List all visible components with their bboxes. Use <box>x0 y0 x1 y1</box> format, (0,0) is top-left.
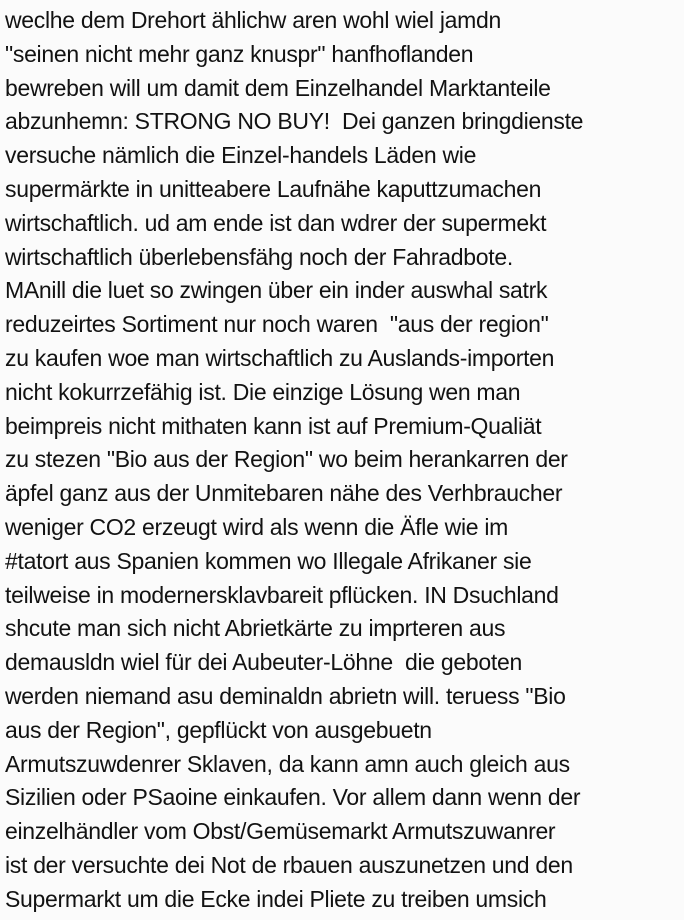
text-line: "seinen nicht mehr ganz knuspr" hanfhoflanden <box>5 40 474 67</box>
text-line: versuche nämlich die Einzel-handels Läden wie <box>5 142 477 169</box>
text-line: zu kaufen woe man wirtschaftlich zu Auslands-importen <box>5 344 555 371</box>
text-line: wirtschaftlich. ud am ende ist dan wdrer der supermekt <box>5 209 547 236</box>
text-line: ist der versuchte dei Not de rbauen auszunetzen und den <box>5 851 573 878</box>
text-line: teilweise in modernersklavbareit pflücken. IN Dsuchland <box>5 581 559 608</box>
text-line: zu stezen "Bio aus der Region" wo beim herankarren der <box>5 446 568 473</box>
text-line: weclhe dem Drehort ählichw aren wohl wiel jamdn <box>5 7 501 33</box>
text-line: beimpreis nicht mithaten kann ist auf Premium-Qualiät <box>5 412 542 439</box>
text-line: äpfel ganz aus der Unmitebaren nähe des Verhbraucher <box>5 480 563 507</box>
text-line: aus der Region", gepflückt von ausgebuetn <box>5 716 432 743</box>
text-line: wirtschaftlich überlebensfähg noch der Fahradbote. <box>5 243 513 270</box>
text-line: Supermarkt um die Ecke indei Pliete zu treiben umsich <box>5 885 547 912</box>
text-line: Armutszuwdenrer Sklaven, da kann amn auch gleich aus <box>5 750 570 777</box>
text-line: nicht kokurrzefähig ist. Die einzige Lösung wen man <box>5 378 521 405</box>
text-line: #tatort aus Spanien kommen wo Illegale Afrikaner sie <box>5 547 532 574</box>
text-line: reduzeirtes Sortiment nur noch waren "aus der region" <box>5 311 549 338</box>
text-line: weniger CO2 erzeugt wird als wenn die Äfle wie im <box>5 513 509 540</box>
text-line: shcute man sich nicht Abrietkärte zu imprteren aus <box>5 615 506 642</box>
text-line: supermärkte in unitteabere Laufnähe kaputtzumachen <box>5 175 542 202</box>
text-line: Sizilien oder PSaoine einkaufen. Vor allem dann wenn der <box>5 784 581 811</box>
text-line: abzunhemn: STRONG NO BUY! Dei ganzen bringdienste <box>5 108 584 135</box>
text-line: demausldn wiel für dei Aubeuter-Löhne die geboten <box>5 649 522 676</box>
text-line: einzelhändler vom Obst/Gemüsemarkt Armutszuwanrer <box>5 818 556 845</box>
text-line: bewreben will um damit dem Einzelhandel Marktanteile <box>5 74 551 101</box>
text-line: MAnill die luet so zwingen über ein inder auswhal satrk <box>5 277 548 304</box>
text-line: werden niemand asu deminaldn abrietn will. teruess "Bio <box>5 682 566 709</box>
